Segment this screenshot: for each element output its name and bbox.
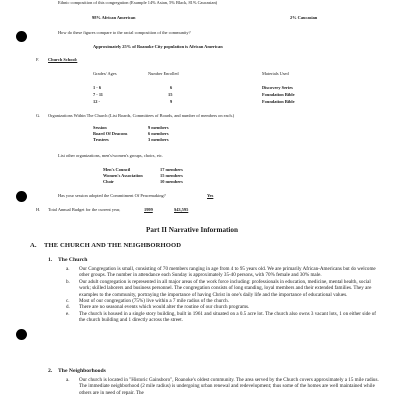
list-item-letter: a. (66, 266, 70, 272)
section-f-title: Church School: (48, 57, 78, 62)
ethnic-item-2: 2% Caucasian (290, 15, 318, 20)
ethnic-label: Ethnic composition of this congregation (Example 14% Asian, 5% Black, 81% Caucasian) (58, 0, 218, 5)
table-row-number: 15 (168, 92, 173, 97)
ethnic-compare-question: How do these figures compare to the racial composition of the community? (58, 30, 191, 35)
org-name: Session (93, 125, 107, 130)
list-item-text: There are no seasonal events which would alter the routine of our church programs. (79, 304, 250, 311)
part-2-title: Part II Narrative Information (146, 226, 239, 234)
table-row-material: Foundation Bible (262, 92, 295, 97)
section-h-letter: H. (36, 207, 41, 212)
church-school-header-grades: Grades/ Ages (93, 71, 117, 76)
org-count: 6 members (148, 131, 169, 136)
church-school-header-number: Number Enrolled (148, 71, 179, 76)
list-item-text: Our church is located in "Historic Gainsboro", Roanoke's oldest community. The area served by the Church covers approximately a 15 mile radius. The immediate neighborhood (2 mile radius) is undergoing urban renewal and redevelopment; thus some of the homes are well maintained while others are in need of repair. The (79, 377, 379, 396)
table-row-number: 6 (170, 85, 173, 90)
other-orgs-label: List other organizations, men's/women's groups, choirs, etc. (58, 153, 163, 158)
list-item (66, 266, 380, 279)
section-g-label: Organizations Within The Church (List Boards, Committees of Boards, and number of members on each.) (48, 113, 235, 118)
other-org-count: 17 members (160, 167, 183, 172)
table-row-grade: 12 - (93, 99, 100, 104)
other-org-count: 15 members (160, 173, 183, 178)
section-g-letter: G. (36, 113, 41, 118)
org-name: Trustees (93, 137, 109, 142)
neighborhoods-title: The Neighborhoods (58, 368, 106, 374)
church-number: 1. (48, 257, 53, 263)
other-org-count: 10 members (160, 179, 183, 184)
table-row-grade: 7 - 11 (93, 92, 104, 97)
list-item-letter: d. (66, 304, 70, 311)
church-list (66, 266, 380, 324)
binder-hole (16, 191, 27, 202)
ethnic-compare-answer: Approximately 25% of Roanoke City population is African American (93, 44, 223, 49)
list-item (66, 311, 380, 324)
church-title: The Church (58, 257, 88, 263)
binder-hole (16, 329, 27, 340)
table-row-grade: 1 - 6 (93, 85, 102, 90)
list-item (66, 377, 380, 396)
section-a-letter: A. (30, 242, 37, 249)
peacemaking-question: Has your session adopted the Commitment Of Peacemaking? (58, 193, 166, 198)
list-item-letter: b. (66, 278, 70, 285)
section-f-letter: F. (36, 57, 40, 62)
table-row-material: Foundation Bible (262, 99, 295, 104)
table-row-number: 9 (170, 99, 173, 104)
other-org-name: Women's Association (103, 173, 143, 178)
list-item-text: The church is housed in a single story building, built in 1961 and situated on a 0.5 acre lot. The church also owns 3 vacant lots, 1 on either side of the church building and 1 directly across the street. (79, 310, 376, 324)
ethnic-item-1: 98% African American (92, 15, 136, 20)
org-name: Board Of Deacons (93, 131, 128, 136)
peacemaking-answer: Yes (207, 193, 214, 198)
org-count: 9 members (148, 125, 169, 130)
neighborhoods-list (66, 377, 380, 396)
table-row-material: Discovery Series (262, 85, 293, 90)
list-item-text: Most of our congregation (75%) live within a 7 mile radius of the church. (79, 298, 229, 305)
budget-year: 1999 (144, 207, 153, 212)
binder-hole (16, 31, 27, 42)
list-item (66, 279, 380, 298)
list-item-text: Our Congregation is small, consisting of 70 members ranging in age from 4 to 95 years old. We are primarily African-Americans but do welcome other groups. The number in attendance each Sunday is approximately 35-40 persons, with 70% female and 30% male. (79, 266, 376, 279)
list-item-letter: a. (66, 377, 70, 383)
section-a-title: THE CHURCH AND THE NEIGHBORHOOD (44, 242, 182, 249)
list-item-letter: e. (66, 310, 70, 317)
list-item-letter: c. (66, 298, 70, 305)
neighborhoods-number: 2. (48, 368, 53, 374)
church-school-header-materials: Materials Used (262, 71, 289, 76)
budget-amount: $43,595 (174, 207, 189, 212)
other-org-name: Men's Council (103, 167, 131, 172)
budget-label: Total Annual Budget for the current year, (48, 207, 121, 212)
org-count: 3 members (148, 137, 169, 142)
other-org-name: Choir (103, 179, 114, 184)
list-item-text: Our adult congregation is represented in all major areas of the work force including: professionals in education, medicine, mental health, social work; skilled laborers and business personnel. The congregation consists of long standing, loyal members and their extended families. They are examples to the community, portraying the importance of having Christ in one's daily life and the importance of educational values. (79, 278, 372, 298)
